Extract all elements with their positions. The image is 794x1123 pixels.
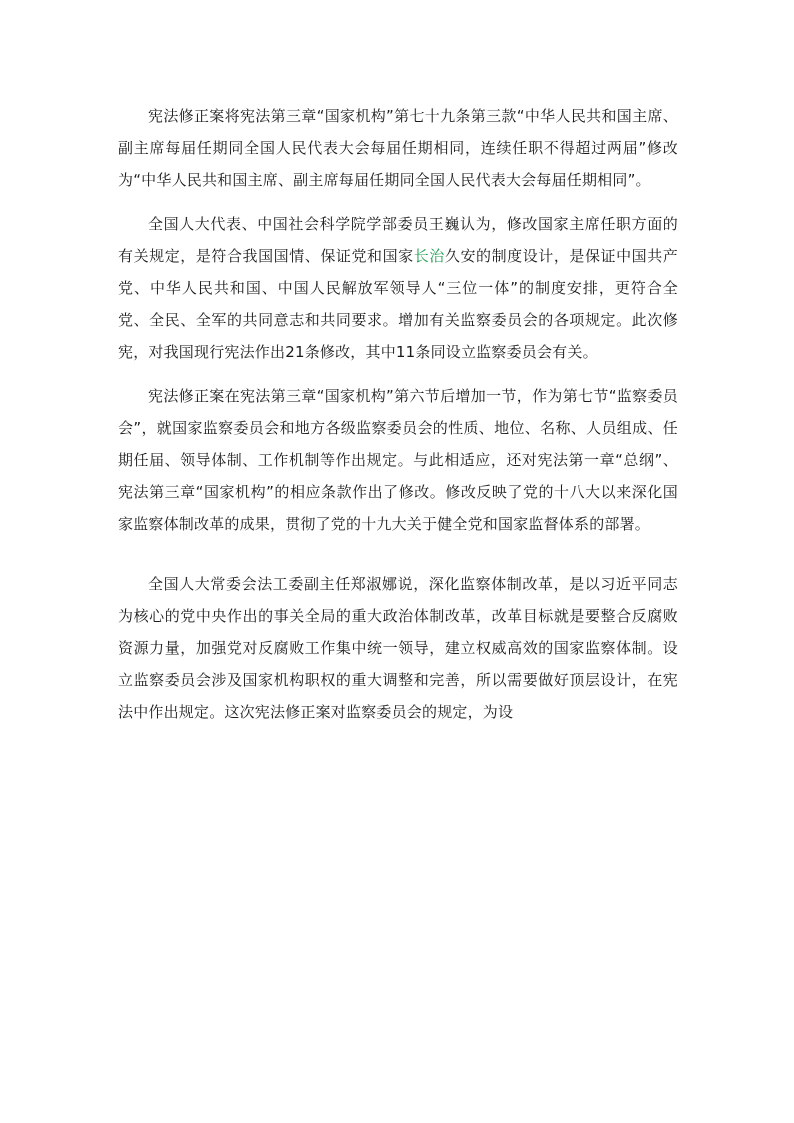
paragraph-4: 全国人大常委会法工委副主任郑淑娜说，深化监察体制改革，是以习近平同志为核心的党中央作出的事关全局的重大政治体制改革，改革目标就是要整合反腐败资源力量，加强党对反腐败工作集中统一领导，建立权威高效的国家监察体制。设立监察委员会涉及国家机构职权的重大调整和完善，所以需要做好顶层设计，在宪法中作出规定。这次宪法修正案对监察委员会的规定，为设 bbox=[118, 575, 678, 721]
paragraph-2 bbox=[118, 208, 678, 368]
paragraph-3: 宪法修正案在宪法第三章“国家机构”第六节后增加一节，作为第七节“监察委员会”，就国家监察委员会和地方各级监察委员会的性质、地位、名称、人员组成、任期任届、领导体制、工作机制等作出规定。与此相适应，还对宪法第一章“总纲”、宪法第三章“国家机构”的相应条款作出了修改。修改反映了党的十八大以来深化国家监察体制改革的成果，贯彻了党的十九大关于健全党和国家监督体系的部署。 bbox=[118, 387, 678, 533]
keyword-link[interactable]: 长治 bbox=[413, 247, 445, 265]
paragraph-2-text-after: 久安的制度设计，是保证中国共产党、中华人民共和国、中国人民解放军领导人“三位一体”的制度安排，更符合全党、全民、全军的共同意志和共同要求。增加有关监察委员会的各项规定。此次修宪，对我国现行宪法作出21条修改，其中11条同设立监察委员会有关。 bbox=[118, 247, 678, 361]
article-body bbox=[118, 100, 678, 728]
paragraph-2-text-before: 全国人大代表、中国社会科学院学部委员王巍认为，修改国家主席任职方面的有关规定，是符合我国国情、保证党和国家 bbox=[118, 215, 678, 265]
paragraph-1: 宪法修正案将宪法第三章“国家机构”第七十九条第三款“中华人民共和国主席、副主席每届任期同全国人民代表大会每届任期相同，连续任职不得超过两届”修改为“中华人民共和国主席、副主席每届任期同全国人民代表大会每届任期相同”。 bbox=[118, 107, 678, 189]
